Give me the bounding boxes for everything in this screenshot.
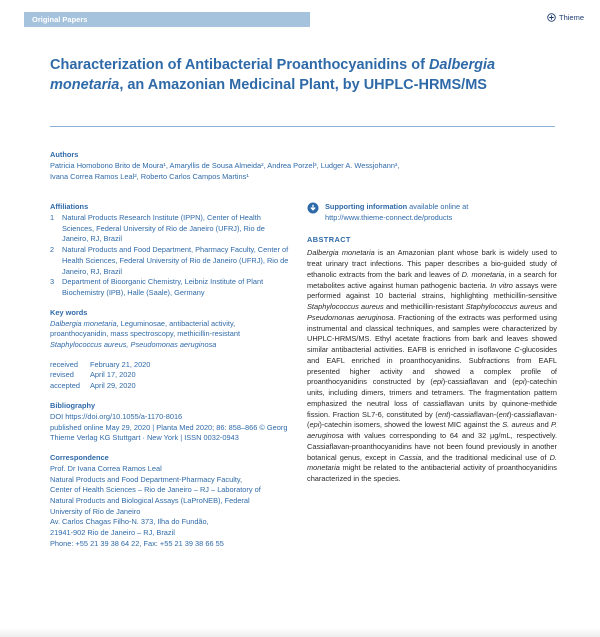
page-bottom-edge xyxy=(0,628,600,637)
abstract-span: )-catechin units, including dimers, trimers and tetramers. The fragmentation pattern emphasized the neutral loss of cassiaflavan units by quinone-methide fission. Fraction SL7-6, constituted by ( xyxy=(307,377,557,419)
abstract-span: . Fractioning of the extracts was performed using instrumental and classical techniques, and samples were characterized by UHPLC-HRMS/MS. Ethyl acetate fractions from bark and leaves showed similar antibacterial activities. EAFB is enriched in isoflavone xyxy=(307,312,558,355)
publication-info: published online May 29, 2020 | Planta Med 2020; 86: 858–866 © Georg Thieme Verlag KG Stuttgart · New York | ISSN 0032-0943 xyxy=(50,422,288,443)
abstract-italic: Staphylococcus aureus xyxy=(307,302,384,312)
correspondence-line: 21941-902 Rio de Janeiro – RJ, Brazil xyxy=(50,528,175,538)
affiliation-text: Natural Products Research Institute (IPPN), Center of Health Sciences, Federal University of Rio de Janeiro (UFRJ), Rio de Janeiro, RJ, Brazil xyxy=(62,213,265,244)
keywords-block xyxy=(50,308,290,351)
authors-heading: Authors xyxy=(50,150,79,159)
abstract-span: , and the traditional medicinal use of xyxy=(421,452,550,462)
abstract-span: -glucosides and EAFL enriched in proanthocyanidins. Subfractions from EAFL presented higher activity and showed a complex profile of proanthocyanidins constructed by ( xyxy=(307,345,557,387)
abstract-span: )-cassiaflavan-( xyxy=(448,409,499,419)
right-column xyxy=(307,202,557,485)
abstract-italic: epi xyxy=(309,420,320,430)
thieme-logo-icon xyxy=(547,13,556,22)
abstract-span: )-cassiaflavan and ( xyxy=(442,377,515,387)
left-column xyxy=(50,202,290,559)
doi-link[interactable]: DOI https://doi.org/10.1055/a-1170-8016 xyxy=(50,411,183,421)
affiliation-number: 1 xyxy=(50,213,55,222)
affiliation-item xyxy=(50,213,290,245)
abstract-italic: ent xyxy=(437,409,449,419)
dates-block xyxy=(50,360,290,392)
received-date: February 21, 2020 xyxy=(90,359,151,369)
top-bar xyxy=(0,0,600,30)
abstract-italic: Cassia xyxy=(398,452,422,462)
abstract-italic: P. aeruginosa xyxy=(307,420,557,441)
revised-date: April 17, 2020 xyxy=(90,370,136,380)
affiliation-number: 3 xyxy=(50,277,55,287)
title-divider xyxy=(50,126,555,127)
section-label: Original Papers xyxy=(24,12,310,27)
affiliation-number: 2 xyxy=(50,245,55,255)
abstract-span: and xyxy=(534,420,551,430)
abstract-italic: Pseudomonas aeruginosa xyxy=(307,312,394,322)
article-title xyxy=(50,56,550,95)
publisher-name: Thieme xyxy=(558,13,584,22)
affiliation-text: Natural Products and Food Department, Pharmacy Faculty, Center of Health Sciences, Federal University of Rio de Janeiro (UFRJ), Rio de Janeiro, RJ, Brazil xyxy=(62,245,289,276)
authors-line-2: Ivana Correa Ramos Leal², Roberto Carlos Campos Martins¹ xyxy=(50,171,249,181)
authors-line-1: Patricia Homobono Brito de Moura¹, Amaryllis de Sousa Almeida², Andrea Porzel³, Ludger A. Wessjohann³, xyxy=(50,161,400,170)
title-genus: Dalbergia monetaria xyxy=(50,57,496,93)
accepted-date: April 29, 2020 xyxy=(90,381,136,391)
bibliography-heading: Bibliography xyxy=(50,400,96,410)
abstract-span: )-cassiaflavan-( xyxy=(307,409,557,430)
revised-label: revised xyxy=(50,370,74,380)
abstract-span: is an Amazonian plant whose bark is widely used to treat urinary tract infections. This paper describes a bio-guided study of ethanolic extracts from the bark and leaves of xyxy=(307,248,557,279)
abstract-span: might be related to the antibacterial activity of proanthocyanidins characterized in the species. xyxy=(307,463,557,484)
correspondence-block xyxy=(50,453,290,550)
abstract-italic: S. aureus xyxy=(502,420,535,430)
affiliations-heading: Affiliations xyxy=(50,202,89,211)
abstract-text xyxy=(307,248,557,485)
publisher-logo xyxy=(547,13,584,22)
abstract-italic: epi xyxy=(432,377,443,387)
authors-block xyxy=(50,150,550,182)
dates-table xyxy=(50,360,150,392)
correspondence-line: Natural Products and Food Department-Pharmacy Faculty, xyxy=(50,474,243,484)
correspondence-line: University of Rio de Janeiro xyxy=(50,506,141,516)
keywords-text xyxy=(50,319,290,351)
abstract-italic: In vitro xyxy=(490,280,513,290)
supporting-rest: available online at xyxy=(407,202,469,211)
abstract-italic: epi xyxy=(514,377,525,387)
download-icon xyxy=(307,202,319,214)
keyword-italic: Dalbergia monetaria xyxy=(50,318,117,328)
supporting-link[interactable]: http://www.thieme-connect.de/products xyxy=(325,212,453,222)
supporting-label: Supporting information xyxy=(325,202,408,211)
abstract-italic: D. monetaria xyxy=(307,452,557,473)
abstract-span: with values corresponding to 64 and 32 µg/mL, respectively. Cassiaflavan-proanthocyanidins have not been found previously in another botanical genus, except in xyxy=(307,431,557,462)
affiliation-item xyxy=(50,245,290,277)
received-label: received xyxy=(50,359,78,369)
abstract-italic: Dalbergia monetaria xyxy=(307,248,375,258)
abstract-italic: ent xyxy=(498,409,509,419)
keywords-heading: Key words xyxy=(50,307,88,317)
correspondence-line: Center of Health Sciences – Rio de Janeiro – RJ – Laboratory of xyxy=(50,485,261,495)
affiliations-block xyxy=(50,202,290,299)
abstract-heading: ABSTRACT xyxy=(307,235,351,245)
abstract-span: and methicillin-resistant xyxy=(383,302,466,312)
bibliography-block xyxy=(50,401,290,444)
title-part-1: Characterization of Antibacterial Proanthocyanidins of xyxy=(50,57,429,73)
affiliation-item xyxy=(50,277,290,298)
abstract-italic: C xyxy=(514,345,520,355)
abstract-italic: D. monetaria xyxy=(461,269,505,279)
abstract-span: and xyxy=(542,302,557,312)
abstract-span: , in a search for metabolites active against human pathogenic bacteria. xyxy=(307,269,558,290)
correspondence-line: Prof. Dr Ivana Correa Ramos Leal xyxy=(50,463,162,473)
correspondence-line: Phone: +55 21 39 38 64 22, Fax: +55 21 39 38 66 55 xyxy=(50,538,224,548)
title-part-2: , an Amazonian Medicinal Plant, by UHPLC-HRMS/MS xyxy=(119,76,487,93)
keyword-italic: Staphylococcus aureus, Pseudomonas aeruginosa xyxy=(50,340,217,350)
supporting-info xyxy=(307,202,557,223)
accepted-label: accepted xyxy=(50,381,80,391)
affiliation-text: Department of Bioorganic Chemistry, Leibniz Institute of Plant Biochemistry (IPB), Halle (Saale), Germany xyxy=(62,277,264,297)
correspondence-line: Natural Products and Biological Assays (LaProNEB), Federal xyxy=(50,496,250,506)
abstract-span: )-catechin isomers, showed the lowest MIC against the xyxy=(319,420,503,430)
correspondence-heading: Correspondence xyxy=(50,452,109,462)
supporting-text xyxy=(325,202,468,223)
abstract-span: assays were performed against 10 bacterial strains, highlighting methicillin-sensitive xyxy=(307,280,557,301)
abstract-italic: Staphylococcus aureus xyxy=(465,302,543,312)
correspondence-line: Av. Carlos Chagas Filho-N. 373, Ilha do Fundão, xyxy=(50,517,209,527)
keyword-list: , Leguminosae, antibacterial activity, proanthocyanidin, mass spectroscopy, methicillin-resistant xyxy=(50,318,241,339)
